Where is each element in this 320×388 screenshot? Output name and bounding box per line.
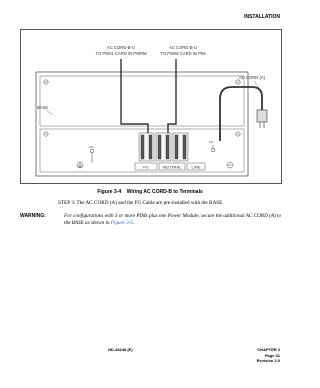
warning-end: .: [132, 220, 135, 226]
terminal-block-left: [139, 133, 154, 161]
label-neutral: NEUTRAL: [162, 164, 182, 170]
fg-screw-left: [90, 149, 94, 163]
chapter-label: CHAPTER 3: [257, 347, 280, 352]
warning-body: For configurations with 3 or more PIMs plus one Power Module, secure the additional AC CORD (A) to the BASE as shown in: [64, 213, 282, 226]
ac-cord-b-u-left: [121, 59, 148, 135]
label-fg: FG: [143, 164, 149, 170]
wiring-diagram: [20, 29, 282, 184]
right-ground-symbol: [227, 162, 233, 168]
page-label: Page 31: [264, 352, 280, 358]
fg-screw-right: [211, 145, 215, 152]
ac-cord-b-u-right: [168, 59, 176, 135]
ac-plug: [257, 110, 267, 128]
section-header: INSTALLATION: [244, 14, 280, 20]
warning-label: WARNING:: [20, 213, 46, 219]
label-ac-cord-a: AC CORD (A): [238, 75, 266, 80]
caption-text: Wiring AC CORD-B to Terminals: [126, 189, 203, 195]
base-leader: [46, 110, 53, 115]
label-fg-small-left: FG: [89, 145, 94, 149]
figure-3-5-link[interactable]: Figure 3-5: [110, 220, 133, 226]
label-fg-small-right: FG: [209, 140, 214, 144]
label-cord-b-u-right: AC CORD-B-U: [169, 45, 197, 50]
figure-caption: [0, 189, 300, 195]
doc-number: ND-46248 (E): [108, 347, 133, 352]
revision-label: Revision 2.0: [256, 358, 280, 363]
terminal-block-mid: [156, 133, 171, 161]
label-cord-b-u-right-sub: TO PW06 CARD IN PIM: [160, 51, 206, 56]
base-inner-top: [40, 76, 244, 126]
ground-symbol: [77, 162, 83, 168]
label-cord-b-u-left-sub: TO PW01 CARD IN PWRM: [95, 51, 147, 56]
label-base: BASE: [37, 105, 49, 110]
caption-number: Figure 3-4: [97, 189, 122, 195]
footer-right: [257, 347, 280, 364]
step-3-text: STEP 3: The AC CORD (A) and the FG Cable are pre-installed with the BASE.: [58, 200, 224, 206]
ac-cord-a: [220, 87, 262, 141]
label-cord-b-u-left: AC CORD-B-U: [107, 45, 135, 50]
warning-text: [64, 213, 286, 227]
terminal-block-right: [173, 133, 188, 161]
label-line: LINE: [191, 164, 201, 170]
mounting-holes: [44, 80, 240, 136]
